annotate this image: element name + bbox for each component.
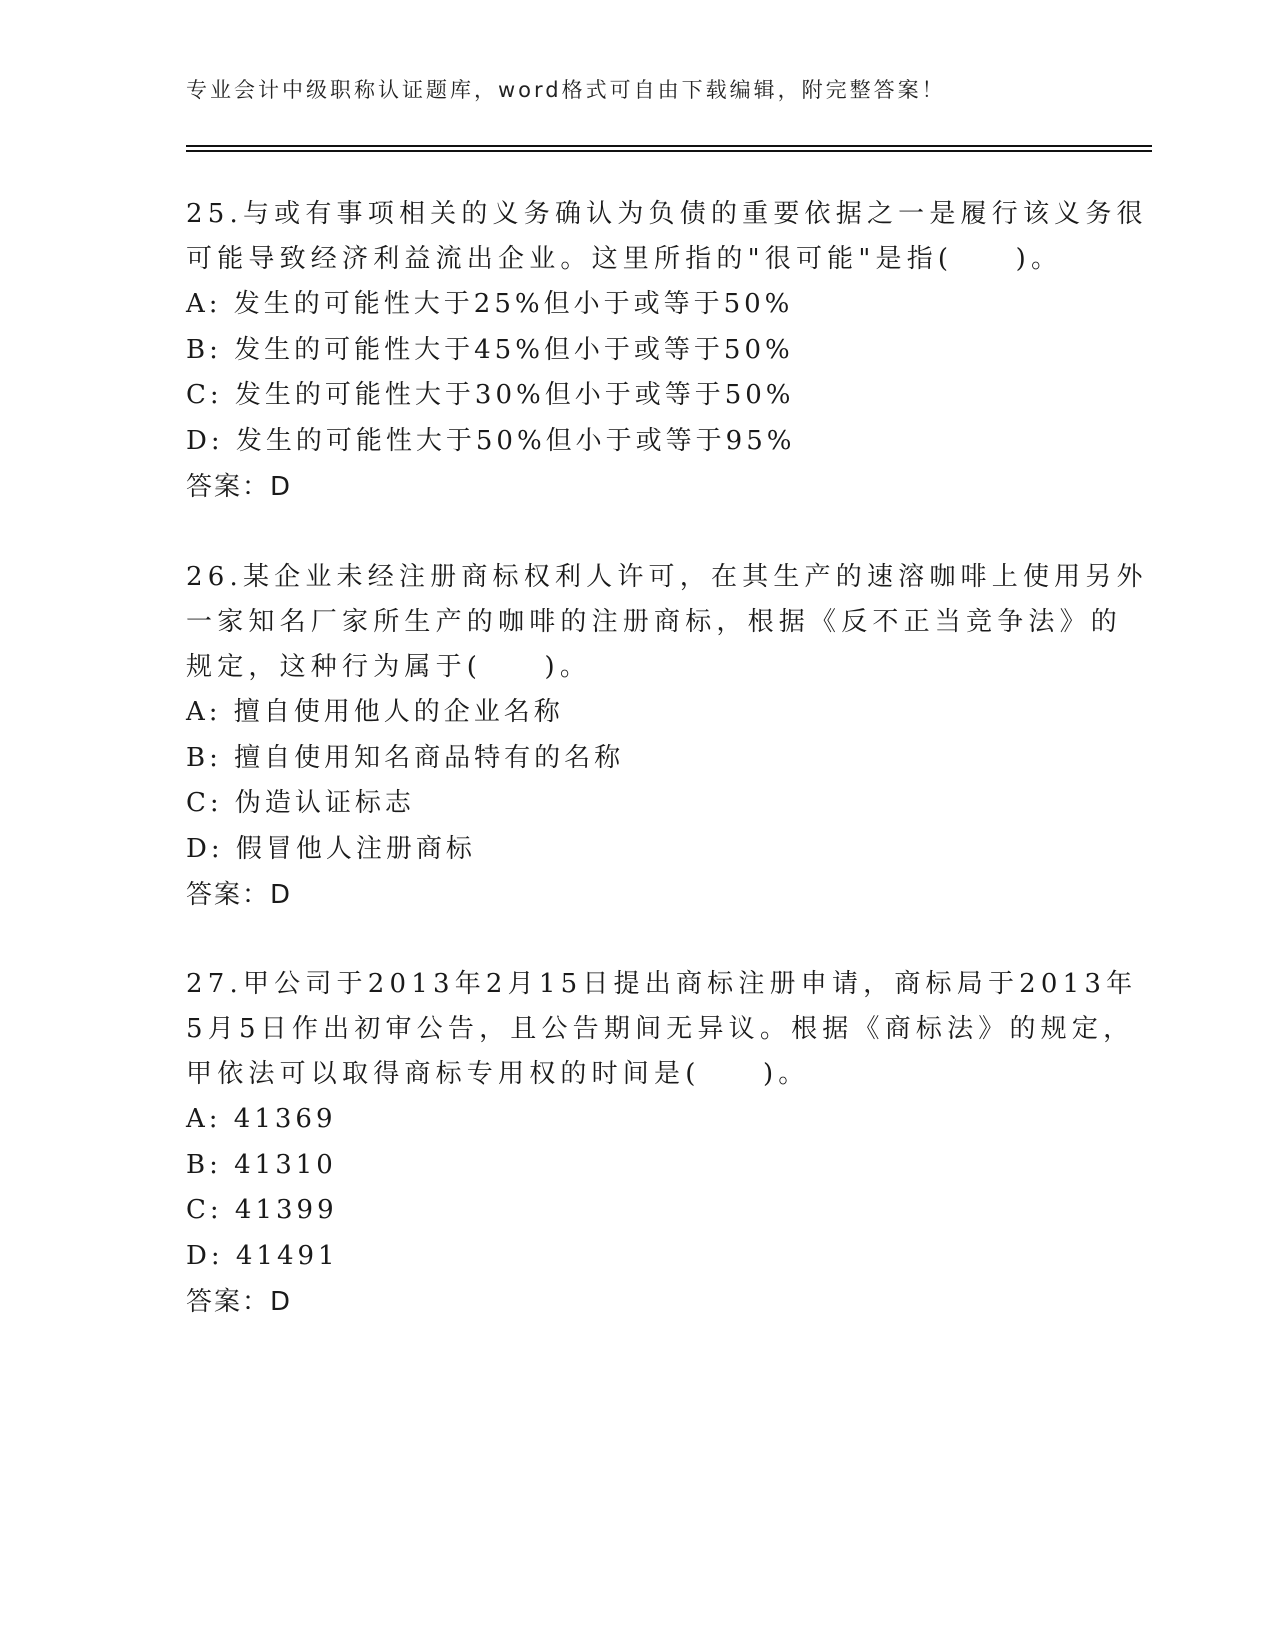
page-header: 专业会计中级职称认证题库，word格式可自由下载编辑，附完整答案！ [186, 78, 946, 102]
option-b: B: 发生的可能性大于45%但小于或等于50% [186, 334, 794, 365]
option-c: C: 伪造认证标志 [186, 788, 415, 818]
answer: 答案：D [186, 472, 293, 502]
option-d: D: 发生的可能性大于50%但小于或等于95% [186, 425, 796, 456]
option-d: D: 假冒他人注册商标 [186, 833, 476, 864]
question-27 [186, 962, 1138, 1325]
option-a: A: 发生的可能性大于25%但小于或等于50% [186, 289, 794, 319]
answer: 答案：D [186, 1287, 293, 1317]
question-text-line: 27.甲公司于2013年2月15日提出商标注册申请，商标局于2013年 [186, 969, 1138, 999]
question-text-line: 甲依法可以取得商标专用权的时间是( )。 [186, 1059, 810, 1089]
question-text-line: 25.与或有事项相关的义务确认为负债的重要依据之一是履行该义务很 [186, 199, 1148, 229]
option-a: A: 41369 [186, 1104, 337, 1134]
question-26 [186, 555, 1148, 918]
option-b: B: 擅自使用知名商品特有的名称 [186, 742, 625, 773]
option-c: C: 发生的可能性大于30%但小于或等于50% [186, 380, 795, 410]
question-text-line: 26.某企业未经注册商标权利人许可，在其生产的速溶咖啡上使用另外 [186, 562, 1148, 592]
question-25 [186, 192, 1148, 510]
option-d: D: 41491 [186, 1240, 339, 1271]
header-rule-top [186, 145, 1152, 147]
question-text-line: 规定，这种行为属于( )。 [186, 652, 592, 682]
option-b: B: 41310 [186, 1149, 337, 1180]
question-text-line: 一家知名厂家所生产的咖啡的注册商标，根据《反不正当竞争法》的 [186, 607, 1123, 637]
question-text-line: 可能导致经济利益流出企业。这里所指的"很可能"是指( )。 [186, 244, 1063, 274]
header-rule-bottom [186, 150, 1152, 152]
option-a: A: 擅自使用他人的企业名称 [186, 697, 564, 727]
question-text-line: 5月5日作出初审公告，且公告期间无异议。根据《商标法》的规定， [186, 1014, 1135, 1044]
option-c: C: 41399 [186, 1195, 338, 1225]
answer: 答案：D [186, 880, 293, 910]
